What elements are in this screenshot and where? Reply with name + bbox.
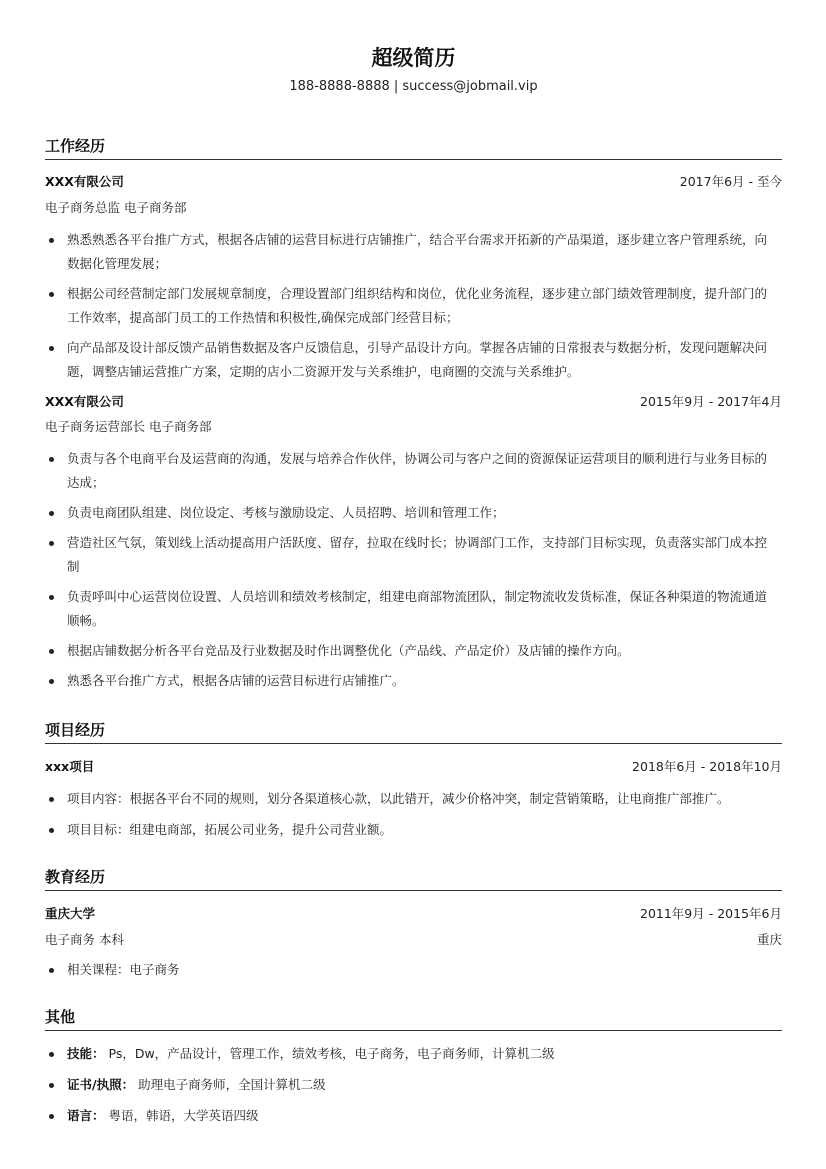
section-title-education: 教育经历 [45,868,106,886]
list-item [45,1042,772,1066]
job-header [45,172,782,192]
education-date: 2011年9月 - 2015年6月 [640,906,782,921]
list-item: 负责电商团队组建、岗位设定、考核与激励设定、人员招聘、培训和管理工作； [45,501,772,525]
section-other [45,1006,782,1031]
project-header [45,757,782,777]
project-date: 2018年6月 - 2018年10月 [632,759,782,774]
school-name: 重庆大学 [45,906,96,921]
job-date: 2015年9月 - 2017年4月 [640,394,782,409]
section-work [45,135,782,160]
section-divider [45,890,782,891]
skills-label: 技能： [67,1046,105,1061]
list-item: 熟悉熟悉各平台推广方式，根据各店铺的运营目标进行店铺推广，结合平台需求开拓新的产品渠道，逐步建立客户管理系统，向数据化管理发展； [45,228,772,276]
section-divider [45,159,782,160]
list-item: 负责与各个电商平台及运营商的沟通，发展与培养合作伙伴，协调公司与客户之间的资源保证运营项目的顺利进行与业务目标的达成； [45,447,772,495]
languages-label: 语言： [67,1108,105,1123]
section-divider [45,743,782,744]
certificates-label: 证书/执照： [67,1077,135,1092]
list-item: 相关课程：电子商务 [45,958,772,982]
resume-name: 超级简历 [371,46,456,70]
section-project [45,719,782,744]
list-item: 根据公司经营制定部门发展规章制度，合理设置部门组织结构和岗位，优化业务流程，逐步建立部门绩效管理制度，提升部门的工作效率，提高部门员工的工作热情和积极性,确保完成部门经营目标； [45,282,772,330]
list-item [45,1104,772,1128]
company-name: XXX有限公司 [45,394,124,409]
project-bullets [45,787,782,842]
skills-value: Ps，Dw，产品设计，管理工作，绩效考核，电子商务，电子商务师，计算机二级 [108,1046,555,1061]
job-date: 2017年6月 - 至今 [679,174,782,189]
list-item: 营造社区气氛，策划线上活动提高用户活跃度、留存，拉取在线时长；协调部门工作，支持部门目标实现，负责落实部门成本控制 [45,531,772,579]
section-title-other: 其他 [45,1008,76,1026]
job-role: 电子商务运营部长 电子商务部 [45,419,212,434]
list-item: 项目目标：组建电商部，拓展公司业务，提升公司营业额。 [45,818,772,842]
contact-info: 188-8888-8888 | success@jobmail.vip [289,79,538,94]
section-education [45,866,782,891]
education-major: 电子商务 本科 [45,932,124,947]
company-name: XXX有限公司 [45,174,124,189]
education-location: 重庆 [756,932,782,947]
list-item: 熟悉各平台推广方式，根据各店铺的运营目标进行店铺推广。 [45,669,772,693]
certificates-value: 助理电子商务师，全国计算机二级 [138,1077,326,1092]
education-bullets [45,958,782,982]
section-title-project: 项目经历 [45,721,106,739]
list-item: 项目内容：根据各平台不同的规则，划分各渠道核心款，以此错开，减少价格冲突，制定营销策略，让电商推广部推广。 [45,787,772,811]
job-header [45,392,782,412]
section-title-work: 工作经历 [45,137,106,155]
job-bullets [45,228,782,384]
other-list [45,1042,782,1128]
section-divider [45,1030,782,1031]
list-item [45,1073,772,1097]
education-detail [45,930,782,950]
list-item: 负责呼叫中心运营岗位设置、人员培训和绩效考核制定，组建电商部物流团队，制定物流收发货标准，保证各种渠道的物流通道顺畅。 [45,585,772,633]
project-name: xxx项目 [45,759,95,774]
list-item: 向产品部及设计部反馈产品销售数据及客户反馈信息，引导产品设计方向。掌握各店铺的日常报表与数据分析，发现问题解决问题，调整店铺运营推广方案，定期的店小二资源开发与关系维护，电商圈的交流与关系维护。 [45,336,772,384]
job-role: 电子商务总监 电子商务部 [45,200,187,215]
education-header [45,904,782,924]
job-bullets [45,447,782,693]
languages-value: 粤语，韩语，大学英语四级 [108,1108,259,1123]
list-item: 根据店铺数据分析各平台竞品及行业数据及时作出调整优化（产品线、产品定价）及店铺的操作方向。 [45,639,772,663]
